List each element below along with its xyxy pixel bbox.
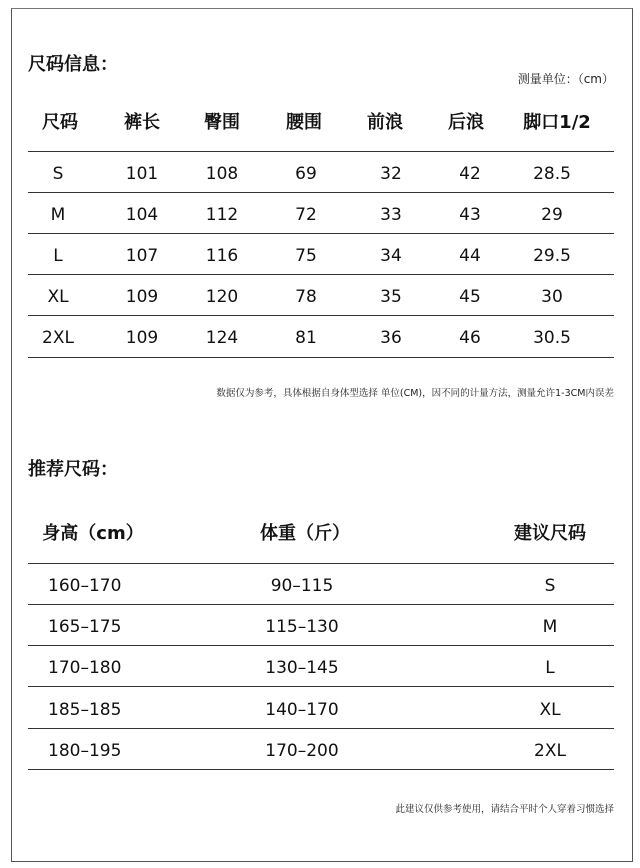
cell-hip: 120 — [205, 287, 239, 307]
recommend-title: 推荐尺码： — [28, 459, 118, 480]
cell-height: 170–180 — [48, 658, 122, 678]
cell-suggested-size: S — [544, 576, 556, 596]
cell-leg-opening: 30.5 — [533, 328, 571, 348]
divider — [28, 315, 614, 316]
cell-front-rise: 35 — [380, 287, 402, 307]
divider — [28, 151, 614, 152]
unit-note: 测量单位：（cm） — [517, 72, 614, 86]
cell-size: XL — [47, 287, 69, 307]
cell-suggested-size: M — [542, 617, 558, 637]
cell-weight: 170–200 — [265, 741, 339, 761]
cell-front-rise: 33 — [380, 205, 402, 225]
cell-weight: 90–115 — [270, 576, 334, 596]
cell-waist: 78 — [295, 287, 317, 307]
divider — [28, 233, 614, 234]
cell-waist: 69 — [295, 164, 317, 184]
cell-suggested-size: 2XL — [534, 741, 566, 761]
cell-hip: 124 — [205, 328, 239, 348]
cell-length: 109 — [125, 328, 159, 348]
cell-suggested-size: XL — [539, 700, 561, 720]
header-front-rise: 前浪 — [367, 112, 403, 133]
cell-length: 104 — [125, 205, 159, 225]
cell-size: L — [53, 246, 63, 266]
header-height: 身高（cm） — [42, 523, 144, 544]
cell-size: M — [50, 205, 66, 225]
divider — [28, 357, 614, 358]
page-frame — [11, 8, 633, 862]
divider — [28, 728, 614, 729]
cell-length: 101 — [125, 164, 159, 184]
recommend-footnote: 此建议仅供参考使用，请结合平时个人穿着习惯选择 — [395, 804, 614, 815]
cell-height: 160–170 — [48, 576, 122, 596]
cell-leg-opening: 29.5 — [533, 246, 571, 266]
cell-back-rise: 45 — [459, 287, 481, 307]
cell-height: 185–185 — [48, 700, 122, 720]
divider — [28, 563, 614, 564]
cell-back-rise: 43 — [459, 205, 481, 225]
cell-length: 109 — [125, 287, 159, 307]
cell-suggested-size: L — [545, 658, 555, 678]
header-leg-opening: 脚口1/2 — [523, 112, 591, 133]
header-hip: 臀围 — [204, 112, 240, 133]
cell-back-rise: 42 — [459, 164, 481, 184]
size-info-footnote: 数据仅为参考，具体根据自身体型选择 单位(CM)，因不同的计量方法，测量允许1-3CM内误差 — [216, 388, 614, 399]
divider — [28, 686, 614, 687]
divider — [28, 645, 614, 646]
header-waist: 腰围 — [286, 112, 322, 133]
cell-back-rise: 44 — [459, 246, 481, 266]
cell-weight: 115–130 — [265, 617, 339, 637]
cell-leg-opening: 28.5 — [533, 164, 571, 184]
cell-hip: 116 — [205, 246, 239, 266]
cell-size: S — [52, 164, 64, 184]
cell-leg-opening: 29 — [541, 205, 563, 225]
cell-front-rise: 36 — [380, 328, 402, 348]
cell-size: 2XL — [42, 328, 74, 348]
cell-front-rise: 32 — [380, 164, 402, 184]
header-back-rise: 后浪 — [448, 112, 484, 133]
cell-weight: 140–170 — [265, 700, 339, 720]
header-weight: 体重（斤） — [260, 523, 350, 544]
cell-height: 180–195 — [48, 741, 122, 761]
cell-hip: 108 — [205, 164, 239, 184]
size-info-title: 尺码信息： — [28, 54, 118, 75]
divider — [28, 192, 614, 193]
divider — [28, 769, 614, 770]
header-size: 尺码 — [42, 112, 78, 133]
cell-hip: 112 — [205, 205, 239, 225]
cell-waist: 72 — [295, 205, 317, 225]
cell-height: 165–175 — [48, 617, 122, 637]
cell-weight: 130–145 — [265, 658, 339, 678]
cell-back-rise: 46 — [459, 328, 481, 348]
divider — [28, 274, 614, 275]
cell-waist: 75 — [295, 246, 317, 266]
cell-waist: 81 — [295, 328, 317, 348]
divider — [28, 604, 614, 605]
cell-front-rise: 34 — [380, 246, 402, 266]
cell-leg-opening: 30 — [541, 287, 563, 307]
header-length: 裤长 — [124, 112, 160, 133]
header-suggested-size: 建议尺码 — [514, 523, 586, 544]
cell-length: 107 — [125, 246, 159, 266]
